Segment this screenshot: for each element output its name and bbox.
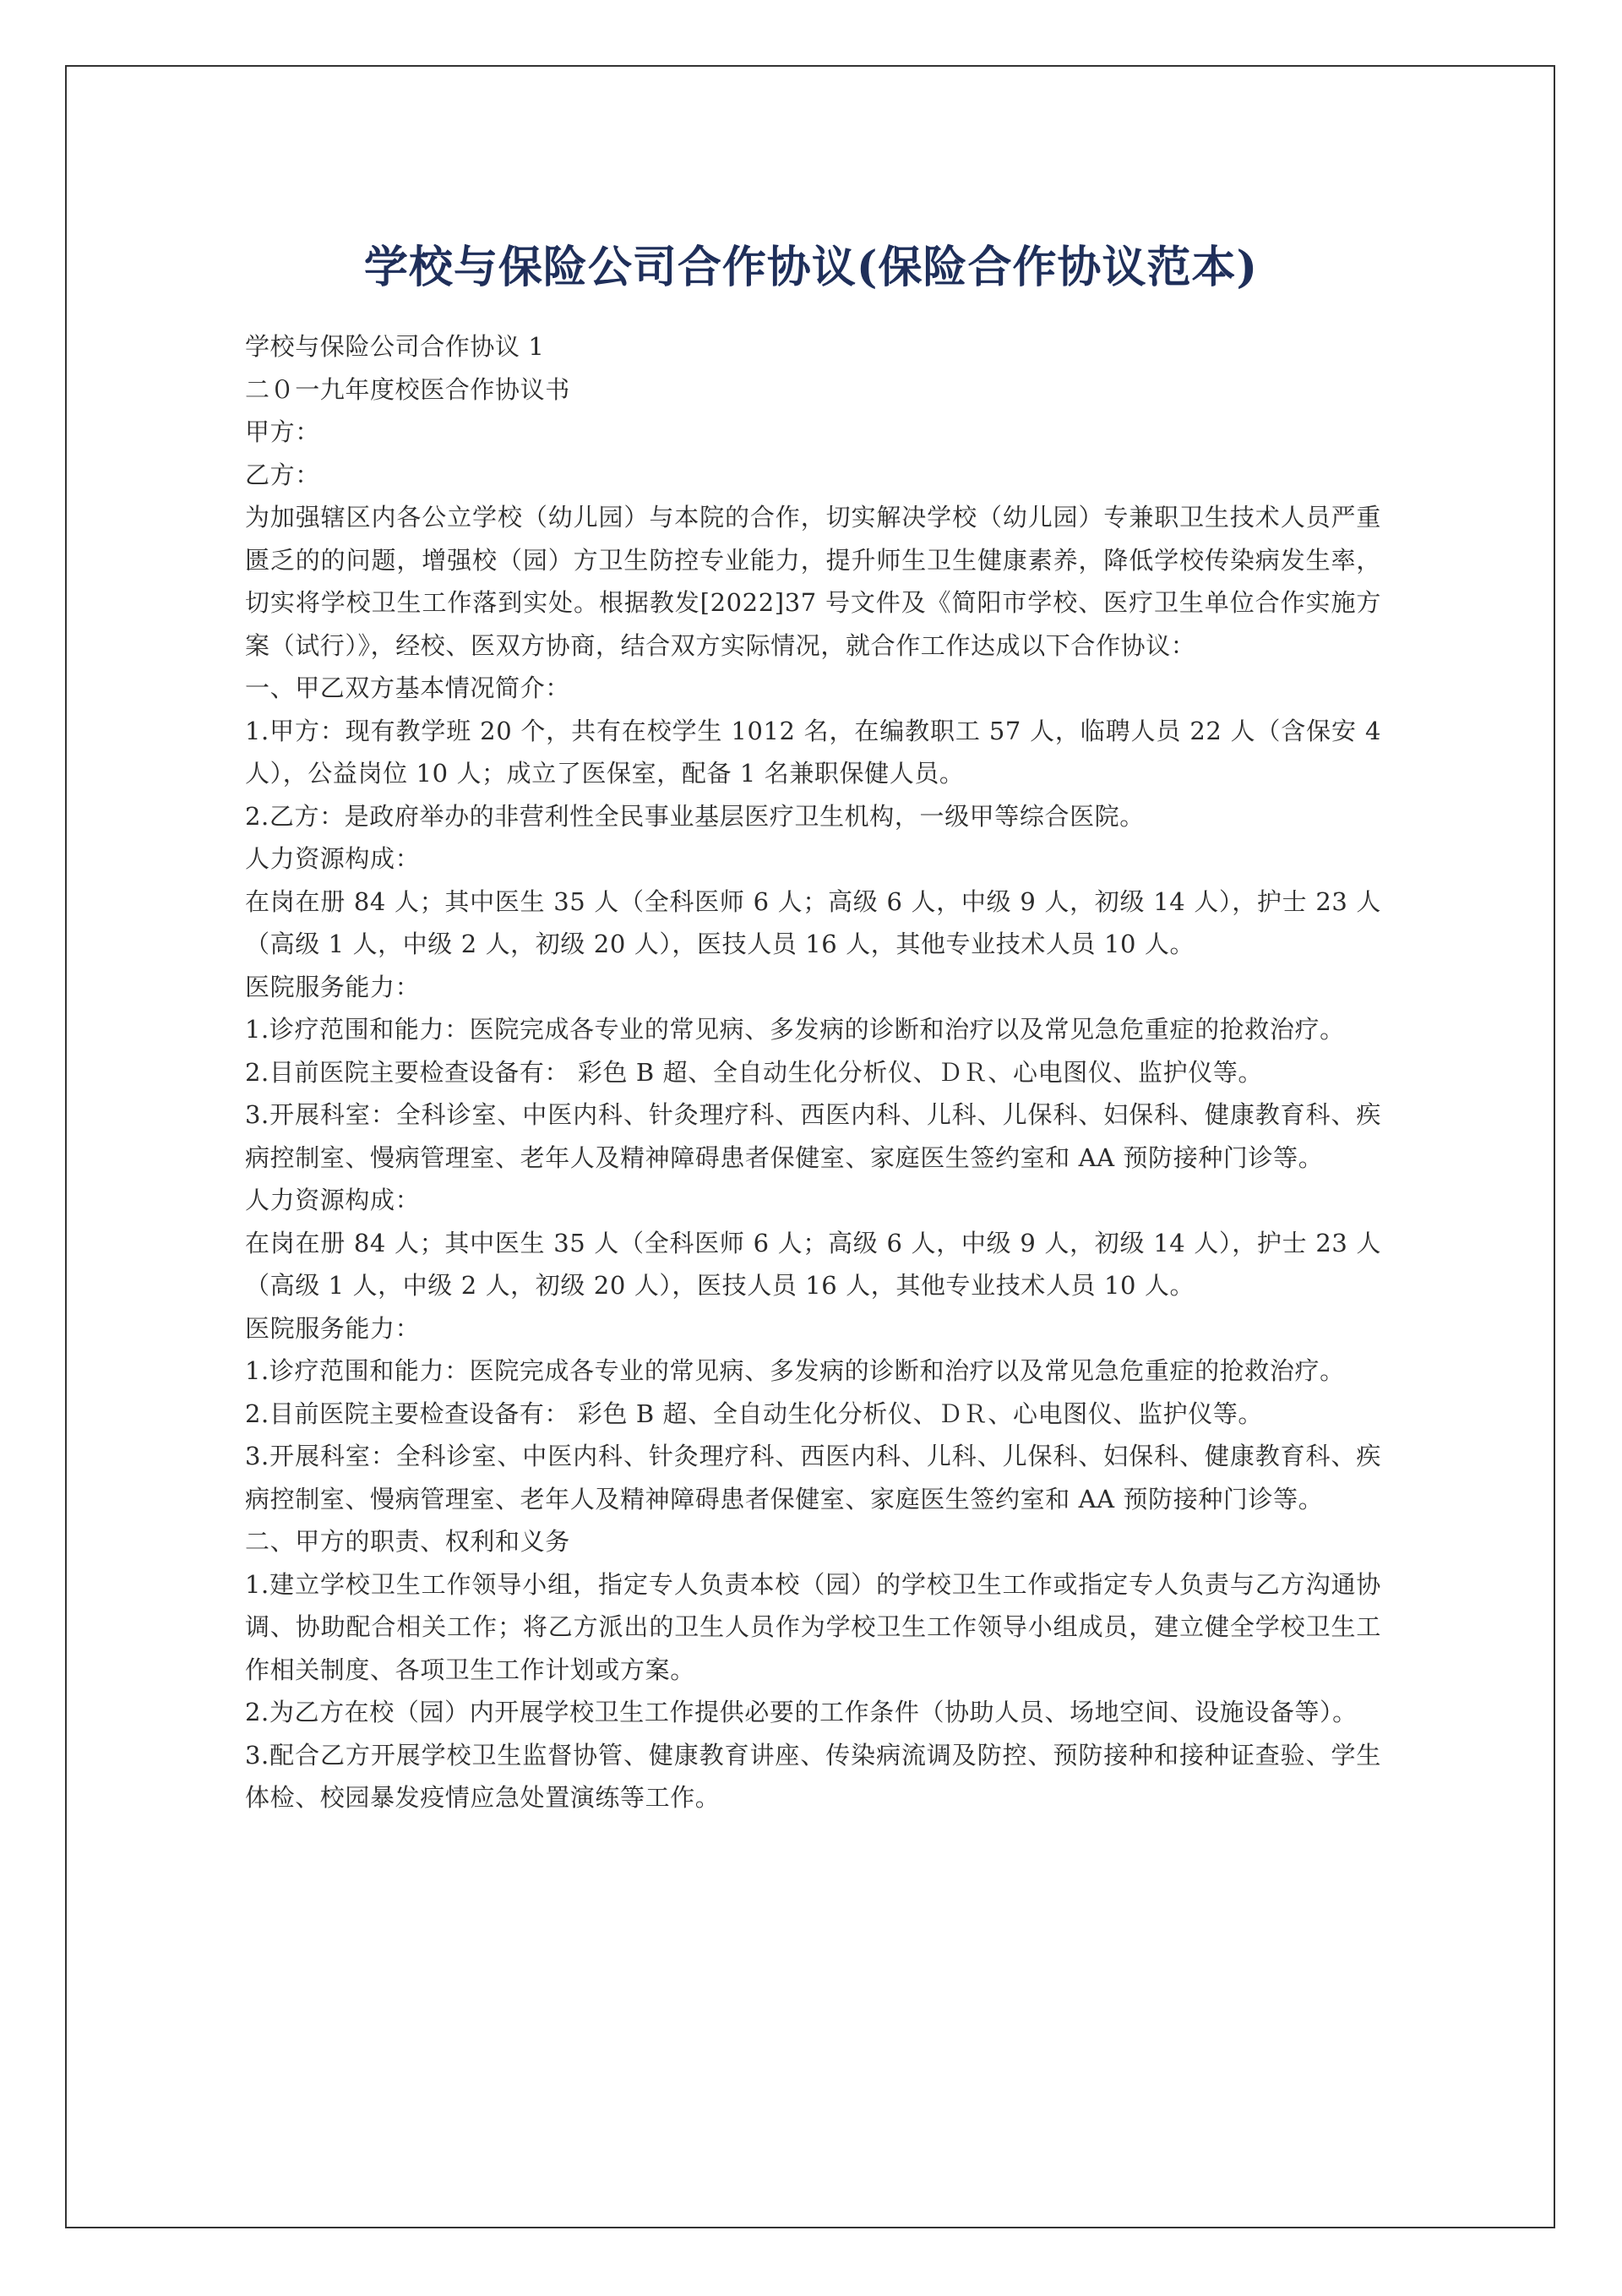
paragraph: 1.诊疗范围和能力：医院完成各专业的常见病、多发病的诊断和治疗以及常见急危重症的抢救治疗。 — [245, 1015, 1345, 1044]
paragraph: 二０一九年度校医合作协议书 — [245, 374, 570, 404]
paragraph: 3.配合乙方开展学校卫生监督协管、健康教育讲座、传染病流调及防控、预防接种和接种证查验、学生体检、校园暴发疫情应急处置演练等工作。 — [245, 1740, 1381, 1812]
paragraph: 2.为乙方在校（园）内开展学校卫生工作提供必要的工作条件（协助人员、场地空间、设施设备等）。 — [245, 1698, 1358, 1726]
document-title: 学校与保险公司合作协议(保险合作协议范本) — [363, 241, 1259, 293]
paragraph: 2.乙方：是政府举办的非营利性全民事业基层医疗卫生机构，一级甲等综合医院。 — [245, 801, 1145, 831]
paragraph: 3.开展科室：全科诊室、中医内科、针灸理疗科、西医内科、儿科、儿保科、妇保科、健康教育科、疾病控制室、慢病管理室、老年人及精神障碍患者保健室、家庭医生签约室和 AA 预防接种门诊等。 — [245, 1442, 1381, 1513]
subheading: 人力资源构成： — [245, 1186, 421, 1214]
paragraph: 3.开展科室：全科诊室、中医内科、针灸理疗科、西医内科、儿科、儿保科、妇保科、健康教育科、疾病控制室、慢病管理室、老年人及精神障碍患者保健室、家庭医生签约室和 AA 预防接种门诊等。 — [245, 1100, 1381, 1172]
paragraph: 1.甲方：现有教学班 20 个，共有在校学生 1012 名，在编教职工 57 人，临聘人员 22 人（含保安 4 人），公益岗位 10 人；成立了医保室，配备 1 名兼职保健人员。 — [245, 716, 1381, 788]
paragraph: 2.目前医院主要检查设备有： 彩色 B 超、全自动生化分析仪、ＤＲ、心电图仪、监护仪等。 — [245, 1399, 1264, 1428]
paragraph: 1.诊疗范围和能力：医院完成各专业的常见病、多发病的诊断和治疗以及常见急危重症的抢救治疗。 — [245, 1356, 1345, 1385]
paragraph: 1.建立学校卫生工作领导小组，指定专人负责本校（园）的学校卫生工作或指定专人负责与乙方沟通协调、协助配合相关工作；将乙方派出的卫生人员作为学校卫生工作领导小组成员，建立健全学校卫生工作相关制度、各项卫生工作计划或方案。 — [245, 1569, 1381, 1684]
paragraph: 乙方： — [245, 460, 320, 489]
paragraph: 学校与保险公司合作协议 1 — [245, 332, 545, 361]
paragraph: 2.目前医院主要检查设备有： 彩色 B 超、全自动生化分析仪、ＤＲ、心电图仪、监护仪等。 — [245, 1057, 1264, 1087]
subheading: 医院服务能力： — [245, 972, 421, 1001]
subheading: 医院服务能力： — [245, 1313, 421, 1343]
paragraph: 为加强辖区内各公立学校（幼儿园）与本院的合作，切实解决学校（幼儿园）专兼职卫生技术人员严重匮乏的的问题，增强校（园）方卫生防控专业能力，提升师生卫生健康素养，降低学校传染病发生率，切实将学校卫生工作落到实处。根据教发[2022]37 号文件及《简阳市学校、医疗卫生单位合作实施方案（试行）》，经校、医双方协商，结合双方实际情况，就合作工作达成以下合作协议： — [245, 503, 1381, 660]
document-body — [245, 325, 1381, 1819]
subheading: 人力资源构成： — [245, 844, 421, 873]
section-heading: 一、甲乙双方基本情况简介： — [245, 674, 570, 702]
paragraph: 在岗在册 84 人；其中医生 35 人（全科医师 6 人；高级 6 人，中级 9 人，初级 14 人），护士 23 人（高级 1 人，中级 2 人，初级 20 人），医技人员 16 人，其他专业技术人员 10 人。 — [245, 886, 1381, 958]
paragraph: 甲方： — [245, 417, 320, 446]
paragraph: 在岗在册 84 人；其中医生 35 人（全科医师 6 人；高级 6 人，中级 9 人，初级 14 人），护士 23 人（高级 1 人，中级 2 人，初级 20 人），医技人员 16 人，其他专业技术人员 10 人。 — [245, 1228, 1381, 1300]
section-heading: 二、甲方的职责、权利和义务 — [245, 1527, 570, 1556]
